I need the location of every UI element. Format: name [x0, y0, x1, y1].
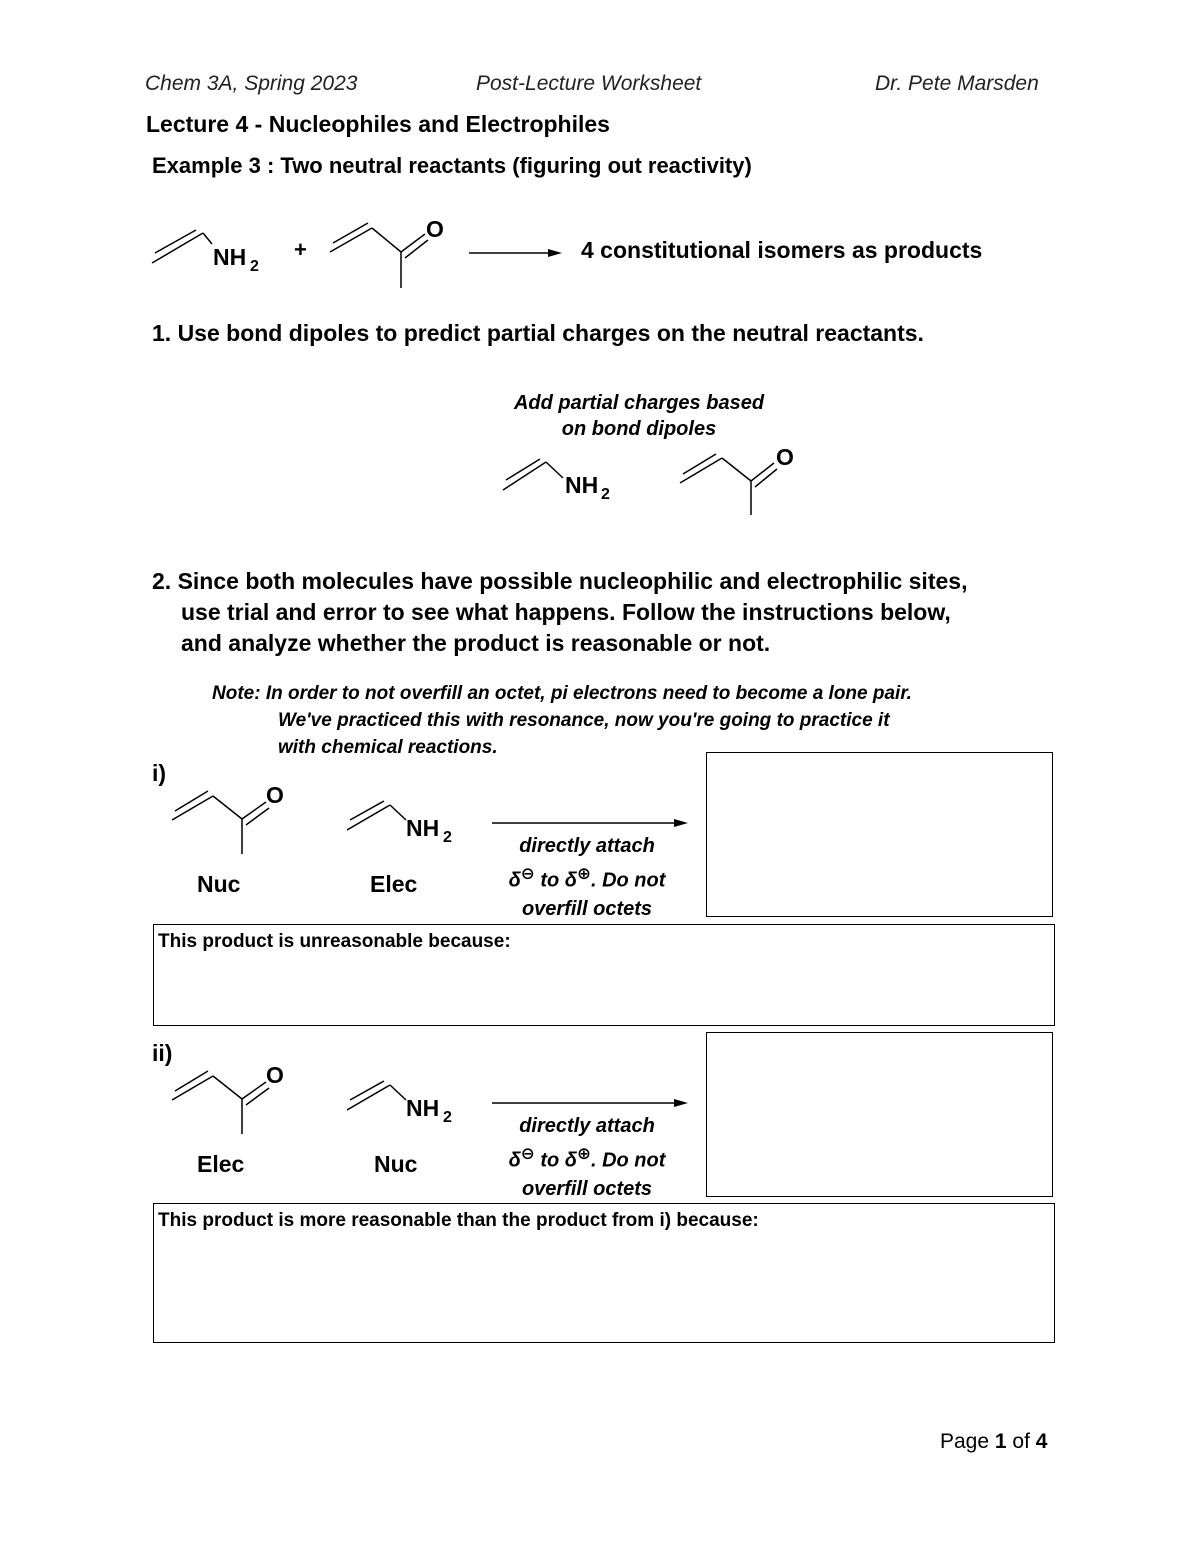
svg-text:NH: NH	[406, 1095, 440, 1121]
part-ii-answer-box[interactable]	[153, 1203, 1055, 1343]
svg-text:2: 2	[250, 258, 259, 275]
plus-sign: +	[294, 237, 307, 262]
svg-text:O: O	[776, 444, 794, 470]
svg-text:2: 2	[601, 486, 610, 503]
example-title: Example 3 : Two neutral reactants (figuring out reactivity)	[152, 153, 752, 178]
part-i-arrow-text: directly attach δ⊖ to δ⊕. Do not overfill octets	[508, 835, 666, 920]
part-ii-label: ii)	[152, 1040, 173, 1066]
part-i-answer-prompt: This product is unreasonable because:	[158, 931, 511, 952]
question-2: 2. Since both molecules have possible nucleophilic and electrophilic sites, use trial and error to see what happens. Follow the instructions below, and analyze whether the product is reasonable or not.	[152, 568, 968, 656]
q1-molecules	[0, 440, 1200, 530]
q1-note: Add partial charges based on bond dipoles	[513, 392, 765, 440]
part-ii-answer-prompt: This product is more reasonable than the product from i) because:	[158, 1210, 759, 1231]
oxygen-label: O	[426, 216, 444, 242]
q2-note: Note: In order to not overfill an octet, pi electrons need to become a lone pair. We've practiced this with resonance, now you're going to practice it with chemical reactions.	[212, 683, 912, 758]
reaction-scheme	[0, 200, 1200, 300]
part-i-answer-box[interactable]	[153, 924, 1055, 1026]
svg-text:2: 2	[443, 829, 452, 846]
instructor-header: Dr. Pete Marsden	[875, 72, 1039, 95]
part-i-elec-label: Elec	[370, 871, 418, 897]
part-ii-arrow-text: directly attach δ⊖ to δ⊕. Do not overfill octets	[508, 1115, 666, 1200]
course-header: Chem 3A, Spring 2023	[145, 72, 358, 95]
lecture-title: Lecture 4 - Nucleophiles and Electrophiles	[146, 111, 610, 137]
svg-text:NH: NH	[565, 472, 599, 498]
products-text: 4 constitutional isomers as products	[581, 237, 983, 263]
part-i-nuc-label: Nuc	[197, 871, 241, 897]
part-i-label: i)	[152, 760, 167, 786]
nh2-label: NH	[213, 244, 247, 270]
part-ii-elec-label: Elec	[197, 1151, 245, 1177]
part-ii-nuc-label: Nuc	[374, 1151, 418, 1177]
vinylamine-double-bond	[152, 233, 203, 263]
svg-text:O: O	[266, 782, 284, 808]
part-ii-product-box[interactable]	[706, 1032, 1053, 1197]
svg-text:O: O	[266, 1062, 284, 1088]
svg-text:2: 2	[443, 1109, 452, 1126]
page-number: Page 1 of 4	[940, 1430, 1048, 1453]
svg-text:NH: NH	[406, 815, 440, 841]
part-i-product-box[interactable]	[706, 752, 1053, 917]
worksheet-header: Post-Lecture Worksheet	[476, 72, 702, 95]
mvk-double-bond	[330, 228, 372, 252]
question-1: 1. Use bond dipoles to predict partial charges on the neutral reactants.	[152, 320, 924, 346]
